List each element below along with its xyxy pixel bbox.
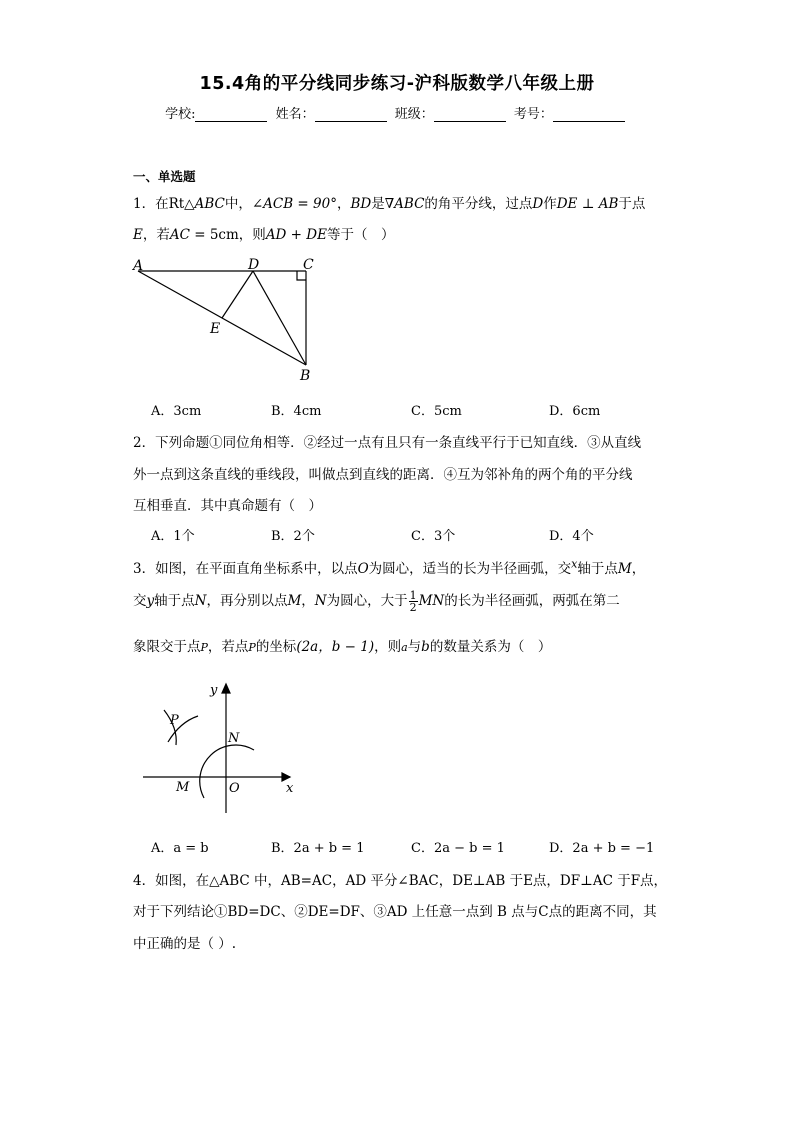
q1-figure	[128, 253, 328, 385]
q2-line-3: 互相垂直．其中真命题有（ ）	[133, 498, 322, 514]
line-DB	[253, 271, 306, 365]
label-O: O	[229, 781, 240, 796]
q1-option-a[interactable]: A．3cm	[151, 404, 202, 419]
fraction-half: $\frac{1}{2}$	[409, 589, 417, 614]
label-A: A	[133, 258, 144, 274]
class-label: 班级：	[394, 107, 434, 122]
label-N: N	[228, 731, 240, 746]
x-axis-arrow	[282, 773, 290, 781]
student-info-row	[0, 103, 794, 122]
q3-option-d[interactable]: D．2a + b = −1	[549, 841, 655, 856]
class-blank[interactable]	[434, 108, 506, 122]
label-D: D	[248, 257, 260, 273]
q3-line-3: 象限交于点P，若点P的坐标(2a，b − 1)，则a与b的数量关系为（ ）	[133, 639, 552, 655]
q2-option-c[interactable]: C．3个	[411, 529, 456, 544]
q1-line-1: 1．在Rt△ABC中，∠ACB = 90°，BD是∇ABC的角平分线，过点D作DE ⊥ AB于点	[133, 196, 646, 212]
section-heading: 一、单选题	[133, 169, 196, 184]
q3-option-a[interactable]: A．a = b	[151, 841, 209, 856]
q3-line-2: 交y轴于点N，再分别以点M，N为圆心，大于 $\frac{1}{2}MN$的长为半径画弧，两弧在第二	[133, 589, 620, 614]
exam-no-blank[interactable]	[553, 108, 625, 122]
q4-line-1: 4．如图，在△ABC 中，AB=AC，AD 平分∠BAC，DE⊥AB 于E点，DF⊥AC 于F点，	[133, 873, 668, 889]
label-P: P	[170, 713, 179, 728]
q1-line-2: E，若AC = 5cm，则AD + DE等于（ ）	[133, 227, 395, 243]
exam-no-label: 考号：	[513, 107, 553, 122]
q2-line-2: 外一点到这条直线的垂线段，叫做点到直线的距离．④互为邻补角的两个角的平分线	[133, 467, 633, 483]
name-label: 姓名：	[275, 107, 315, 122]
q2-option-a[interactable]: A．1个	[151, 529, 195, 544]
q1-option-c[interactable]: C．5cm	[411, 404, 462, 419]
label-C: C	[303, 257, 314, 273]
arc-centered-O	[200, 745, 254, 798]
label-y: y	[210, 683, 218, 698]
q3-option-b[interactable]: B．2a + b = 1	[271, 841, 365, 856]
q4-line-3: 中正确的是（ ）.	[133, 936, 237, 952]
q4-line-2: 对于下列结论①BD=DC、②DE=DF、③AD 上任意一点到 B 点与C点的距离不同，其	[133, 904, 657, 920]
y-axis-arrow	[222, 684, 230, 693]
q2-line-1: 2．下列命题①同位角相等．②经过一点有且只有一条直线平行于已知直线．③从直线	[133, 435, 642, 451]
name-blank[interactable]	[315, 108, 387, 122]
q2-option-d[interactable]: D．4个	[549, 529, 594, 544]
label-M: M	[176, 780, 190, 795]
q2-option-b[interactable]: B．2个	[271, 529, 315, 544]
q1-option-b[interactable]: B．4cm	[271, 404, 322, 419]
q3-line-1: 3．如图，在平面直角坐标系中，以点O为圆心，适当的长为半径画弧，交$^x$轴于点M，	[133, 557, 646, 577]
page-title: 15.4角的平分线同步练习-沪科版数学八年级上册	[199, 74, 595, 94]
school-blank[interactable]	[195, 108, 267, 122]
q3-figure	[140, 678, 305, 816]
q3-option-c[interactable]: C．2a − b = 1	[411, 841, 505, 856]
label-B: B	[300, 368, 311, 384]
label-x: x	[286, 781, 294, 796]
label-E: E	[210, 321, 221, 337]
line-DE	[222, 271, 253, 318]
q1-option-d[interactable]: D．6cm	[549, 404, 601, 419]
school-label: 学校:	[165, 107, 196, 122]
